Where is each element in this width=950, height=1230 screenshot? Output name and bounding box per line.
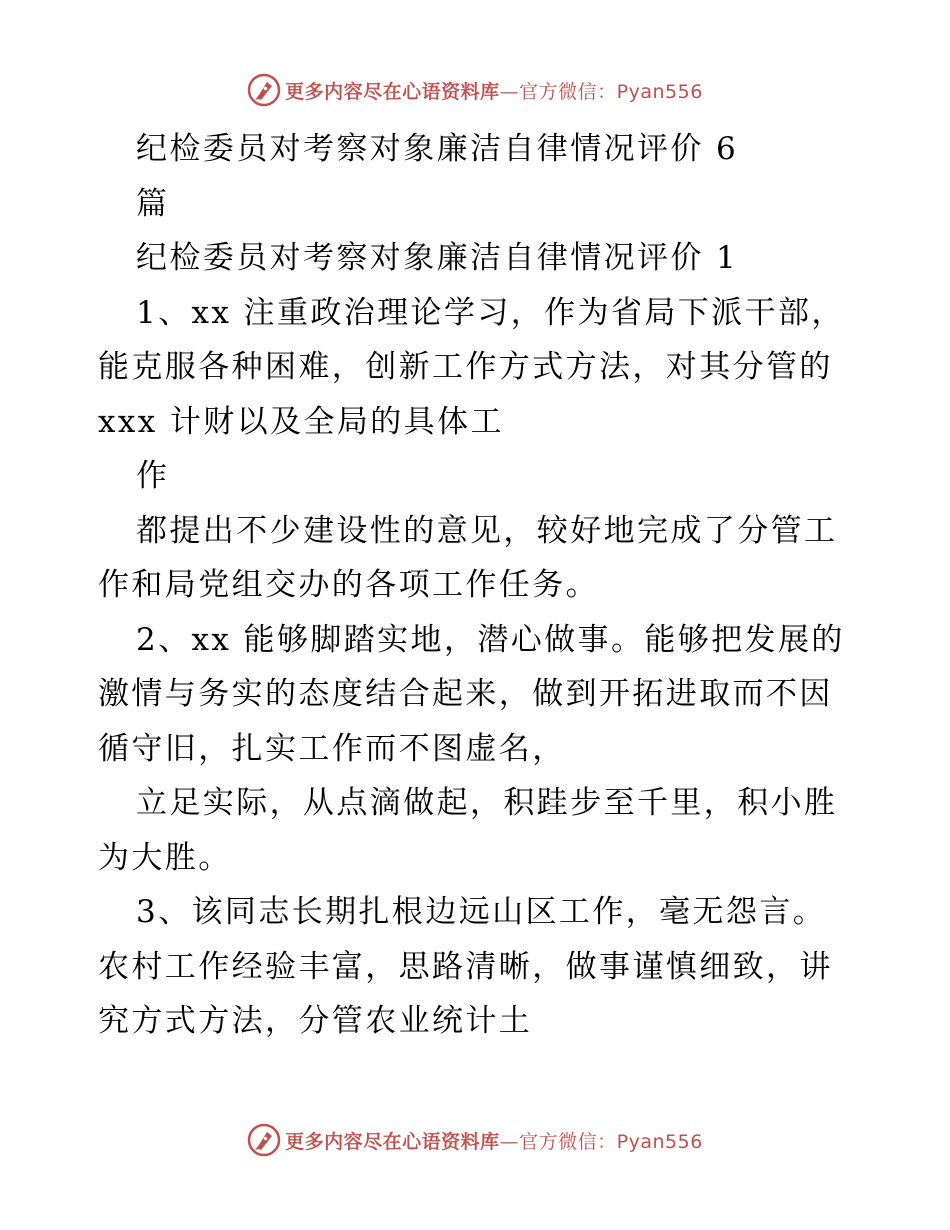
banner-dash: — <box>499 80 520 103</box>
banner-text <box>285 1127 703 1154</box>
banner-main-text: 更多内容尽在心语资料库 <box>285 1130 500 1153</box>
paragraph-line: 作和局党组交办的各项工作任务。 <box>98 567 599 603</box>
header-banner <box>0 70 950 110</box>
banner-sub-text: 官方微信：Pyan556 <box>519 80 703 103</box>
paragraph-line: 循守旧，扎实工作而不图虚名， <box>98 730 566 767</box>
paragraph-line: 为大胜。 <box>98 839 232 876</box>
banner-text <box>285 77 703 104</box>
banner-main-text: 更多内容尽在心语资料库 <box>285 80 500 103</box>
title-line-1: 纪检委员对考察对象廉洁自律情况评价 6 <box>136 131 739 167</box>
pen-nib-logo-icon <box>247 73 281 107</box>
paragraph-line: 1、xx 注重政治理论学习，作为省局下派干部， <box>136 294 845 331</box>
paragraph-line: xxx 计财以及全局的具体工 <box>98 403 504 440</box>
banner-sub-text: 官方微信：Pyan556 <box>519 1130 703 1153</box>
paragraph-line: 激情与务实的态度结合起来，做到开拓进取而不因 <box>98 676 833 712</box>
paragraph-line: 立足实际，从点滴做起，积跬步至千里，积小胜 <box>136 785 838 821</box>
document-body <box>98 122 854 1049</box>
paragraph-line: 能克服各种困难，创新工作方式方法，对其分管的 <box>98 349 833 385</box>
footer-banner <box>0 1120 950 1160</box>
paragraph-line: 2、xx 能够脚踏实地，潜心做事。能够把发展的 <box>136 621 845 658</box>
banner-dash: — <box>499 1130 520 1153</box>
paragraph-line: 农村工作经验丰富，思路清晰，做事谨慎细致，讲 <box>98 948 833 985</box>
section-heading: 纪检委员对考察对象廉洁自律情况评价 1 <box>136 240 739 276</box>
paragraph-line: 3、该同志长期扎根边远山区工作，毫无怨言。 <box>136 894 827 930</box>
pen-nib-logo-icon <box>247 1123 281 1157</box>
paragraph-line: 作 <box>136 458 170 494</box>
paragraph-line: 究方式方法，分管农业统计土 <box>98 1003 533 1039</box>
title-line-2: 篇 <box>136 185 170 222</box>
paragraph-line: 都提出不少建设性的意见，较好地完成了分管工 <box>136 512 838 549</box>
